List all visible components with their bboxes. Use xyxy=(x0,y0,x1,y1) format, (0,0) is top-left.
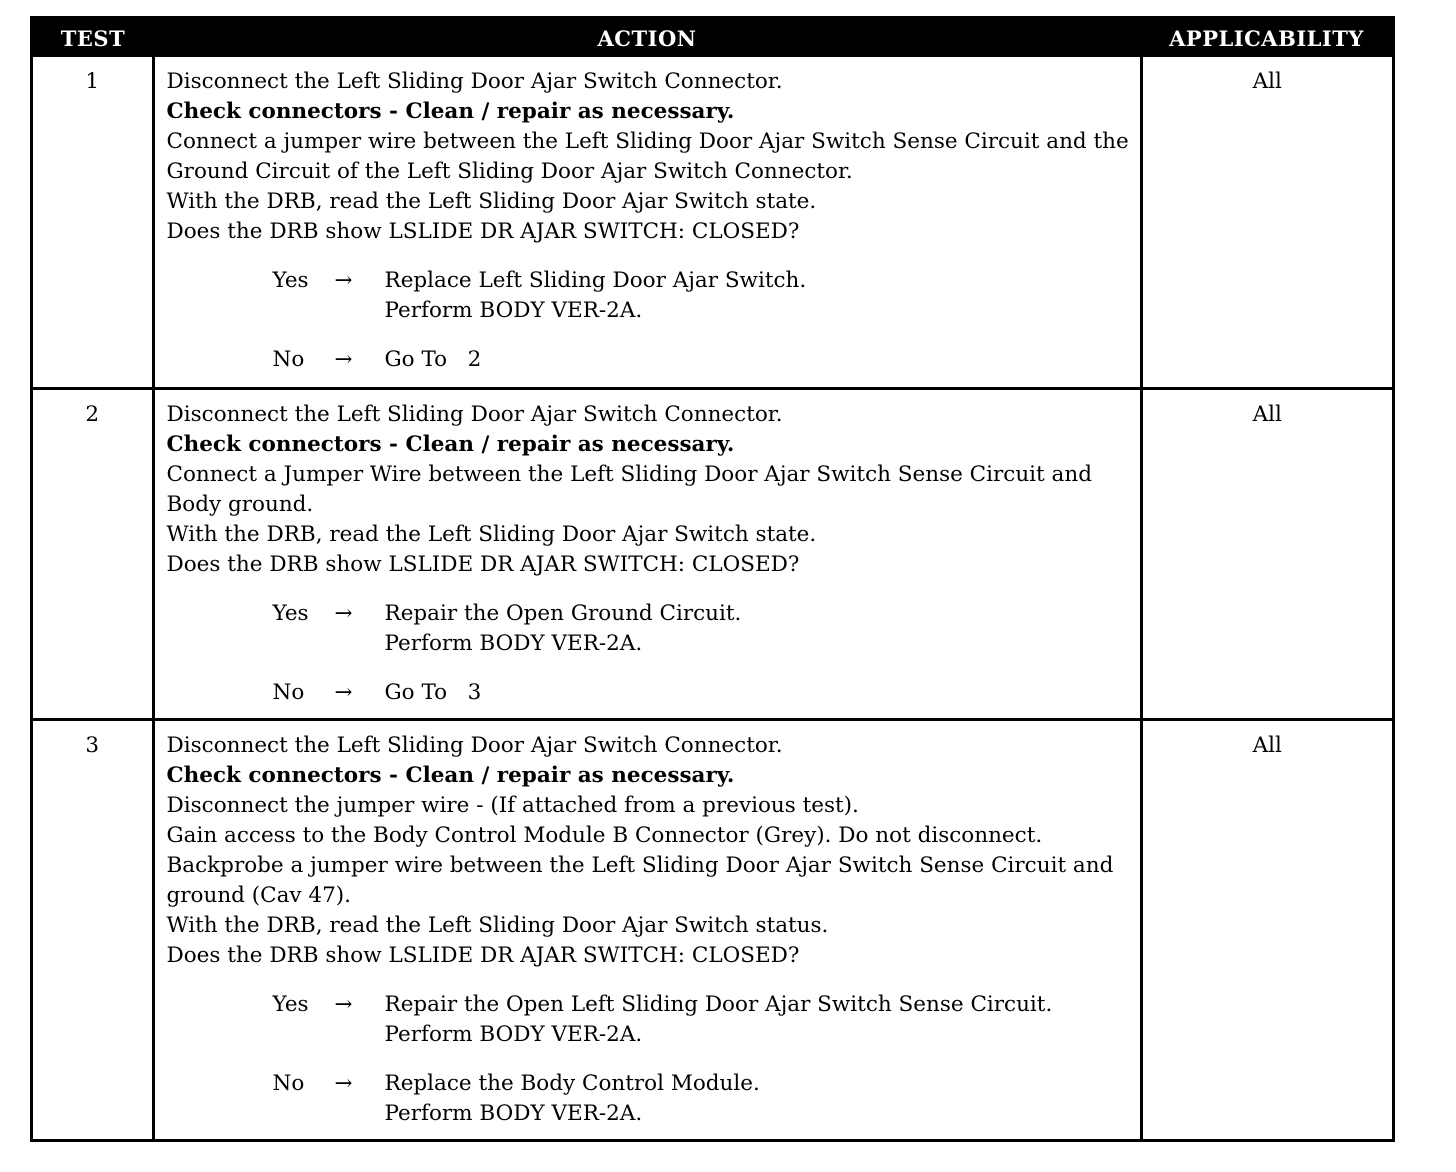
outcome-line: Perform BODY VER-2A. xyxy=(384,1021,643,1047)
action-step: Connect a jumper wire between the Left Sliding Door Ajar Switch Sense Circuit and the Ground Circuit of the Left Sliding Door Ajar Switch Connector. xyxy=(166,129,1129,184)
no-branch xyxy=(273,678,1132,708)
action-question: Does the DRB show LSLIDE DR AJAR SWITCH: CLOSED? xyxy=(166,942,800,968)
yes-label: Yes xyxy=(272,991,309,1017)
action-question: Does the DRB show LSLIDE DR AJAR SWITCH: CLOSED? xyxy=(166,219,800,244)
right-arrow-icon: → xyxy=(334,991,353,1017)
yes-branch xyxy=(273,599,1132,659)
yes-branch xyxy=(273,990,1132,1050)
yes-branch xyxy=(273,266,1132,326)
applicability-value: All xyxy=(1141,57,1392,388)
header-test: TEST xyxy=(33,19,153,57)
action-cell xyxy=(153,57,1141,388)
test-number: 2 xyxy=(33,388,153,719)
action-question: Does the DRB show LSLIDE DR AJAR SWITCH: CLOSED? xyxy=(166,551,800,577)
header-action: ACTION xyxy=(153,19,1141,57)
diagnostic-test-sheet xyxy=(30,16,1395,1142)
right-arrow-icon: → xyxy=(334,1070,353,1096)
outcome-line: Go To 3 xyxy=(384,679,482,705)
no-label: No xyxy=(272,1070,305,1096)
outcome-line: Go To 2 xyxy=(384,347,482,372)
action-cell xyxy=(153,719,1141,1139)
right-arrow-icon: → xyxy=(334,679,353,705)
applicability-value: All xyxy=(1141,719,1392,1139)
outcome-line: Repair the Open Left Sliding Door Ajar Switch Sense Circuit. xyxy=(384,991,1053,1017)
table-row xyxy=(33,719,1392,1139)
outcome-line: Perform BODY VER-2A. xyxy=(384,630,643,656)
action-step: Disconnect the Left Sliding Door Ajar Switch Connector. xyxy=(166,732,783,758)
no-label: No xyxy=(272,679,305,705)
no-branch xyxy=(273,1069,1132,1129)
right-arrow-icon: → xyxy=(334,268,353,293)
action-step: Check connectors - Clean / repair as necessary. xyxy=(166,431,735,457)
action-step: With the DRB, read the Left Sliding Door Ajar Switch state. xyxy=(166,189,817,214)
outcome-line: Perform BODY VER-2A. xyxy=(384,298,643,323)
diagnostic-test-table xyxy=(33,19,1392,1139)
action-step: Gain access to the Body Control Module B Connector (Grey). Do not disconnect. xyxy=(166,822,1043,848)
header-applicability: APPLICABILITY xyxy=(1141,19,1392,57)
action-step: With the DRB, read the Left Sliding Door Ajar Switch state. xyxy=(166,521,817,547)
yes-outcome xyxy=(385,990,1132,1050)
action-step: Connect a Jumper Wire between the Left Sliding Door Ajar Switch Sense Circuit and Body ground. xyxy=(166,461,1092,517)
no-branch xyxy=(273,345,1132,375)
outcome-line: Replace the Body Control Module. xyxy=(384,1070,760,1096)
action-step: Check connectors - Clean / repair as necessary. xyxy=(166,99,735,124)
applicability-value: All xyxy=(1141,388,1392,719)
yes-outcome xyxy=(385,599,1132,659)
test-number: 3 xyxy=(33,719,153,1139)
outcome-line: Replace Left Sliding Door Ajar Switch. xyxy=(384,268,807,293)
action-step: Disconnect the Left Sliding Door Ajar Switch Connector. xyxy=(166,69,783,94)
action-cell xyxy=(153,388,1141,719)
right-arrow-icon: → xyxy=(334,347,353,372)
table-row xyxy=(33,57,1392,388)
action-step: Backprobe a jumper wire between the Left Sliding Door Ajar Switch Sense Circuit and ground (Cav 47). xyxy=(166,852,1114,908)
no-outcome xyxy=(385,345,1132,375)
yes-label: Yes xyxy=(272,600,309,626)
outcome-line: Perform BODY VER-2A. xyxy=(384,1100,643,1126)
right-arrow-icon: → xyxy=(334,600,353,626)
header-row xyxy=(33,19,1392,57)
test-number: 1 xyxy=(33,57,153,388)
no-outcome xyxy=(385,1069,1132,1129)
action-step: With the DRB, read the Left Sliding Door Ajar Switch status. xyxy=(166,912,829,938)
action-step: Check connectors - Clean / repair as necessary. xyxy=(166,762,735,788)
action-step: Disconnect the Left Sliding Door Ajar Switch Connector. xyxy=(166,401,783,427)
no-outcome xyxy=(385,678,1132,708)
action-step: Disconnect the jumper wire - (If attached from a previous test). xyxy=(166,792,859,818)
yes-label: Yes xyxy=(272,268,309,293)
outcome-line: Repair the Open Ground Circuit. xyxy=(384,600,742,626)
yes-outcome xyxy=(385,266,1132,326)
no-label: No xyxy=(272,347,305,372)
table-row xyxy=(33,388,1392,719)
